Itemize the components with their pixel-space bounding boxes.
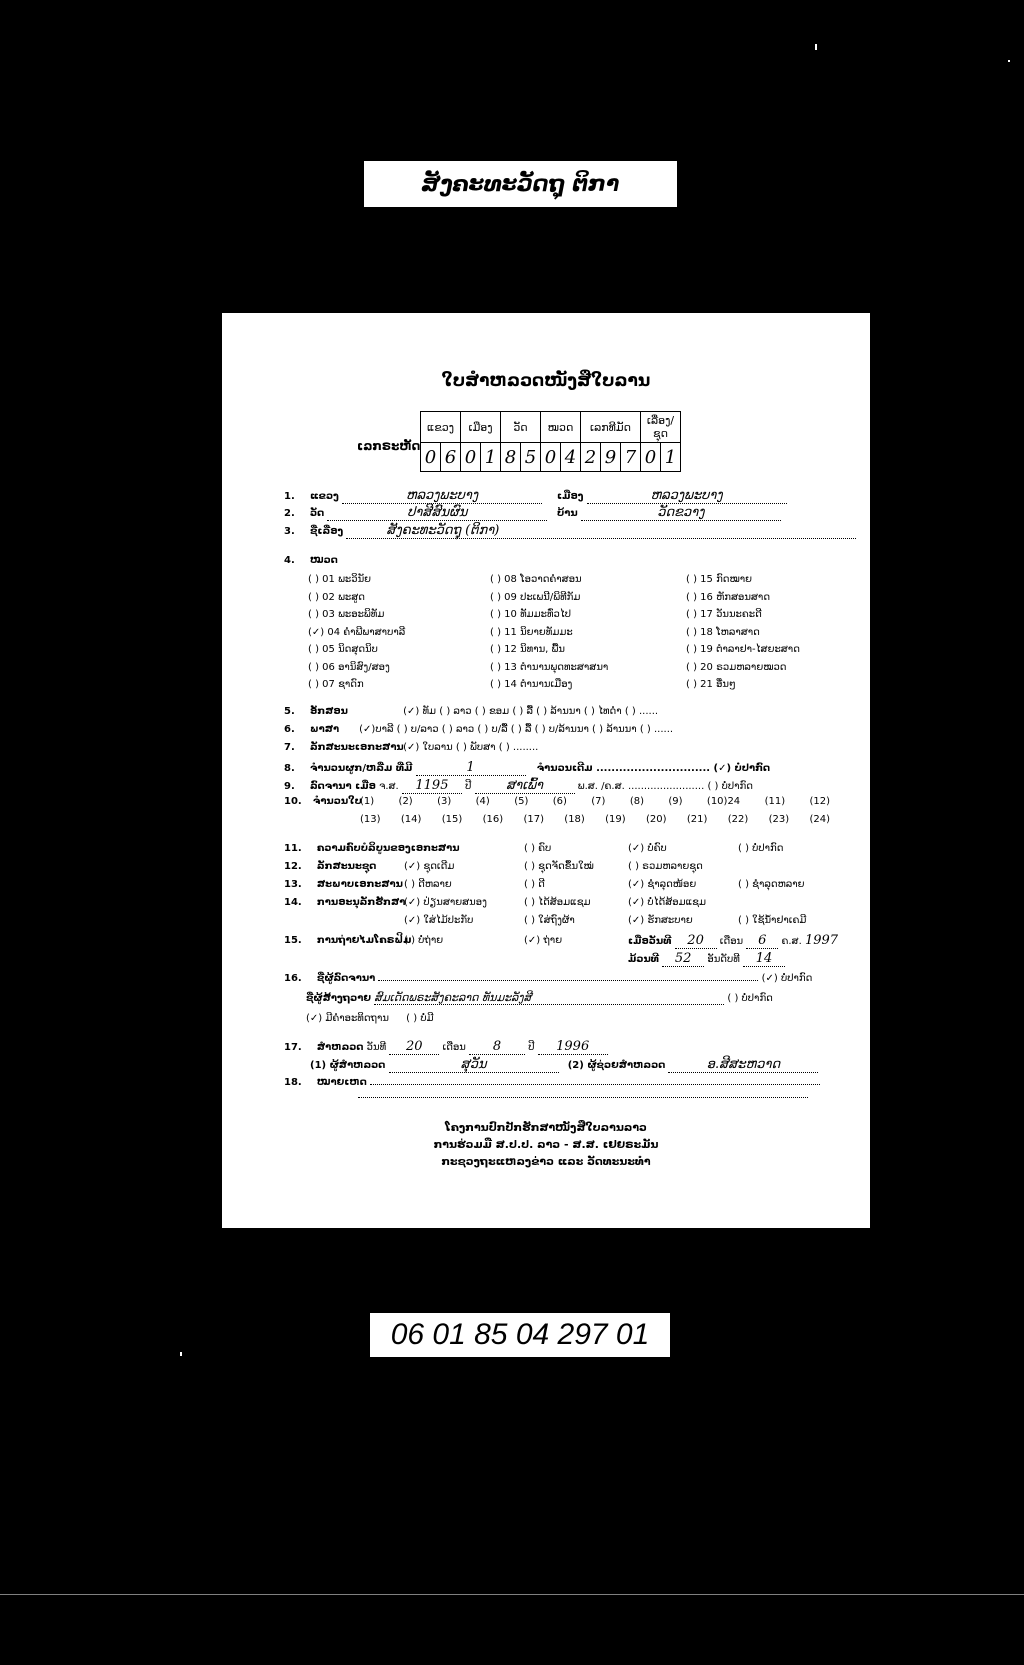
id-header-bundle-number: ເລກທີມັດ [581, 412, 641, 443]
field-label: ສຳຫລວດ [316, 1042, 364, 1053]
remarks-line [370, 1084, 820, 1085]
scan-speck [180, 1352, 182, 1356]
field-label: ພາສາ [309, 724, 340, 735]
field-category-row [284, 555, 338, 566]
conservation-option: ( ) ໄດ້ສ້ອມແຊມ [524, 897, 591, 908]
manuscript-title-value: ສັງຄະທະວັດຖຸ (ຕິກາ) [346, 523, 856, 539]
field-label: ຊື່ຜູ້ສ້າງຖວາຍ [306, 993, 372, 1004]
id-digit: 8 [501, 443, 521, 472]
field-number: 15. [284, 935, 302, 946]
donor-value: ສົມເດັດພຣະສັງຄະລາດ ທັນມະລັງສີ [374, 991, 724, 1005]
leaf-count-cell: (23) [768, 814, 790, 825]
category-option: ( ) 02 ພະສູດ [308, 591, 365, 603]
survey-year-value: 1996 [538, 1039, 608, 1055]
field-number: 3. [284, 526, 295, 537]
leaf-count-cell: (18) [564, 814, 585, 825]
bundle-count-value: 1 [416, 760, 526, 776]
category-option: ( ) 14 ຕຳນານເມືອງ [490, 679, 573, 690]
day-label: ວັນທີ [366, 1042, 387, 1053]
field-number: 12. [284, 861, 302, 872]
category-option: ( ) 18 ໂຫລາສາດ [686, 626, 760, 638]
id-digit: 1 [481, 443, 501, 472]
microfilm-year-value: 1997 [804, 933, 839, 948]
conservation-row [284, 897, 405, 908]
field-number: 14. [284, 897, 302, 908]
surveyor-row [310, 1057, 818, 1073]
id-digit: 0 [541, 443, 561, 472]
colophon-option: ( ) ບໍ່ມີ [406, 1013, 434, 1024]
surveyor-label: (1) ຜູ້ສຳຫລວດ [310, 1060, 386, 1071]
language-options: (✓)ບາລີ ( ) ບ/ລາວ ( ) ລາວ ( ) ບ/ລື້ ( ) ລື້ ( ) ບ/ລ້ານນາ ( ) ລ້ານນາ ( ) ...... [359, 724, 674, 735]
microfilm-option: (✓) ຖ່າຍ [524, 935, 563, 946]
field-number: 16. [284, 973, 302, 984]
category-option: ( ) 11 ນິຍາຍທັມມະ [490, 626, 573, 638]
bundle-original-count: ຈຳນວນເດີມ .............................. (✓) ບໍ່ປາກົດ [536, 763, 771, 774]
document-type-options: (✓) ໃບລານ ( ) ພັບສາ ( ) ........ [403, 742, 539, 753]
field-number: 6. [284, 724, 295, 735]
field-number: 8. [284, 763, 295, 774]
id-header-temple: ວັດ [501, 412, 541, 443]
footer-project-name: ໂຄງການປົກປັກຮັກສາໜັງສືໃບລານລາວ [445, 1121, 647, 1134]
survey-date-row [284, 1039, 608, 1055]
field-label: ຊື່ຜູ້ລົດຈານາ [316, 973, 376, 984]
set-type-option: ( ) ຣວມຫລາຍຊຸດ [628, 861, 703, 872]
field-label: ໝາຍເຫດ [316, 1077, 367, 1088]
category-option: ( ) 13 ຕຳນານພຸດທະສາສນາ [490, 661, 609, 673]
year-label: ປີ [528, 1042, 535, 1053]
year-label: ຄ.ສ. [781, 936, 802, 947]
field-label: ຈຳນວນໃບ [312, 796, 362, 807]
field-label: ວັດ [309, 508, 325, 519]
field-number: 1. [284, 491, 295, 502]
leaf-count-cell: (20) [646, 814, 667, 825]
category-option: ( ) 01 ພະວິນັຍ [308, 574, 372, 585]
year-label: ປີ [465, 781, 472, 792]
id-header-province: ແຂວງ [421, 412, 461, 443]
survey-form-sheet [222, 313, 870, 1228]
category-column-3 [686, 571, 800, 694]
leaf-count-cell: (1) [360, 796, 375, 807]
field-number: 5. [284, 706, 295, 717]
district-value: ຫລວງພະບາງ [587, 488, 787, 504]
field-district-row [557, 488, 787, 504]
id-header-category: ໝວດ [541, 412, 581, 443]
assistant-value: ອ.ສີສະຫວາດ [668, 1057, 818, 1073]
category-option: ( ) 05 ນິດສຸດນິບ [308, 644, 378, 655]
category-option: ( ) 21 ອື່ນໆ [686, 679, 736, 690]
category-column-2 [490, 571, 608, 694]
id-header-text-set: ເລື່ອງ/ຊຸດ [641, 412, 681, 443]
category-option: ( ) 03 ພະອະພິທັມ [308, 609, 385, 620]
field-number: 18. [284, 1077, 302, 1088]
assistant-label: (2) ຜູ້ຊ່ວຍສຳຫລວດ [567, 1060, 666, 1071]
surveyor-value: ສຸວັນ [389, 1057, 559, 1073]
field-number: 2. [284, 508, 295, 519]
field-title-row [284, 523, 856, 539]
leaf-count-cell: (17) [523, 814, 544, 825]
field-number: 13. [284, 879, 302, 890]
id-digit: 6 [441, 443, 461, 472]
id-digit: 4 [561, 443, 581, 472]
survey-month-value: 8 [469, 1039, 525, 1055]
category-option: ( ) 19 ຕຳລາຢາ-ໄສຍະສາດ [686, 644, 800, 655]
leaf-count-cell: (7) [591, 796, 606, 807]
category-option: ( ) 20 ຣວມຫລາຍໝວດ [686, 661, 787, 673]
microfilm-option: ( ) ບໍ່ຖ່າຍ [404, 935, 444, 946]
field-temple-row [284, 505, 547, 521]
leaf-count-grid-row-2 [360, 814, 830, 825]
donor-row [306, 991, 773, 1005]
leaf-count-cell: (10)24 [706, 796, 741, 807]
manuscript-title-label: ສັງຄະທະວັດຖຸ ຕິກາ [364, 161, 677, 207]
leaf-count-cell: (13) [360, 814, 381, 825]
condition-option: ( ) ດີຫລາຍ [404, 879, 452, 890]
scan-speck [815, 44, 817, 50]
leaf-count-cell: (21) [686, 814, 708, 825]
leaf-count-cell: (24) [809, 814, 830, 825]
roll-label: ມ້ວນທີ [628, 954, 659, 965]
id-header-district: ເມືອງ [461, 412, 501, 443]
era-label: ຈ.ສ. [379, 781, 399, 792]
colophon-row [306, 1013, 434, 1024]
field-label: ໝວດ [309, 555, 338, 566]
category-option: ( ) 16 ຫັກສອນສາດ [686, 591, 771, 603]
id-code-label: ເລກຣະຫັດ [357, 439, 421, 453]
id-digit: 0 [461, 443, 481, 472]
script-options: (✓) ທັມ ( ) ລາວ ( ) ຂອມ ( ) ລື້ ( ) ລ້ານນາ ( ) ໄທດຳ ( ) ...... [403, 706, 659, 717]
conservation-option: (✓) ໃສ່ໄມ້ປະກັບ [404, 915, 474, 926]
condition-row [284, 879, 403, 890]
footer-ministry: ກະຊວງຖະແຫລງຂ່າວ ແລະ ວັດທະນະທຳ [441, 1155, 651, 1168]
microfilm-day-value: 20 [675, 933, 717, 949]
leaf-count-cell: (8) [629, 796, 644, 807]
leaf-count-cell: (22) [727, 814, 749, 825]
temple-value: ປາສີສົນຜົນ [327, 505, 547, 521]
frame-label: ອັນດັບທີ [707, 954, 740, 965]
language-row [284, 724, 673, 735]
conservation-option: (✓) ບໍ່ໄດ້ສ້ອມແຊມ [628, 897, 707, 908]
scribe-unknown-option: (✓) ບໍ່ປາກົດ [761, 973, 813, 984]
manuscript-code-label: 06 01 85 04 297 01 [370, 1313, 670, 1357]
id-digit: 0 [641, 443, 661, 472]
microfilm-month-value: 6 [746, 933, 778, 949]
leaf-count-cell: (11) [764, 796, 786, 807]
province-value: ຫລວງພະບາງ [342, 488, 542, 504]
microfilm-row [284, 935, 411, 946]
colophon-option: (✓) ມີຄຳອະທິດຖານ [306, 1013, 389, 1024]
completeness-row [284, 843, 460, 854]
field-label: ການອະນຸລັກຮັກສາ [316, 897, 406, 908]
id-digit: 7 [621, 443, 641, 472]
leaf-count-cell: (12) [809, 796, 830, 807]
scribe-row [284, 973, 812, 984]
field-label: ສະພາບເອກະສານ [316, 879, 403, 890]
donor-unknown-option: ( ) ບໍ່ປາກົດ [727, 993, 773, 1004]
field-label: ລັກສະນະຊຸດ [316, 861, 377, 872]
id-digit: 0 [421, 443, 441, 472]
microfilm-date [628, 933, 838, 949]
village-value: ວັດຂວາງ [581, 505, 781, 521]
category-option: ( ) 10 ທັມມະທົ່ວໄປ [490, 609, 572, 620]
field-label: ຈຳນວນຜູກ/ຫລື່ມ ທີ່ມີ [309, 763, 413, 774]
footer-cooperation: ການຮ່ວມມື ສ.ປ.ປ. ລາວ - ສ.ສ. ເຢຍຣະມັນ [433, 1138, 659, 1151]
field-label: ການຖ່າຍໄມໂຄຣຟິມ [316, 935, 412, 946]
leaf-count-cell: (14) [400, 814, 422, 825]
leaf-count-cell: (9) [668, 796, 683, 807]
conservation-option: ( ) ໃສ່ຖົງຜ້າ [524, 915, 575, 926]
leaf-count-cell: (15) [441, 814, 463, 825]
field-label: ບ້ານ [557, 508, 578, 519]
leaf-count-cell: (3) [437, 796, 452, 807]
id-digit: 2 [581, 443, 601, 472]
document-type-row [284, 742, 538, 753]
field-label: ຊື່ເລື່ອງ [309, 526, 344, 537]
category-option: ( ) 15 ກົດໝາຍ [686, 574, 753, 585]
category-option: ( ) 09 ປະເພນີ/ພິທີກັມ [490, 591, 581, 603]
field-number: 10. [284, 796, 302, 807]
id-code-grid [420, 411, 681, 472]
field-number: 11. [284, 843, 302, 854]
scribe-value-line [378, 980, 758, 981]
conservation-option: ( ) ໃຊ້ນ້ຳຢາເຄມີ [738, 915, 807, 926]
conservation-option: (✓) ປ່ຽນສາຍສນອງ [404, 897, 487, 908]
completeness-option: ( ) ຄົບ [524, 843, 552, 854]
category-option: ( ) 06 ອານິສົງ/ສອງ [308, 661, 390, 673]
category-option: ( ) 17 ວັນນະຄະດີ [686, 609, 762, 620]
field-number: 9. [284, 781, 295, 792]
inscription-year-name: ສາເພົ້າ [475, 778, 575, 794]
remarks-row [284, 1077, 820, 1088]
id-digit: 1 [661, 443, 681, 472]
leaf-count-cell: (6) [552, 796, 567, 807]
form-title: ໃບສຳຫລວດໜັງສືໃບລານ [441, 371, 651, 391]
scan-edge-line [0, 1594, 1024, 1595]
field-number: 17. [284, 1042, 302, 1053]
month-label: ເດືອນ [442, 1042, 466, 1053]
script-row [284, 706, 658, 717]
category-option: ( ) 08 ໂອວາດຄຳສອນ [490, 574, 582, 585]
leaf-count-cell: (5) [514, 796, 529, 807]
completeness-option: ( ) ບໍ່ປາກົດ [738, 843, 784, 854]
set-type-option: ( ) ຊຸດຈັດຂຶ້ນໃໝ່ [524, 861, 594, 872]
field-label: ແຂວງ [309, 491, 339, 502]
survey-day-value: 20 [389, 1039, 439, 1055]
microfilm-roll-value: 52 [662, 951, 704, 967]
microfilm-roll [628, 951, 785, 967]
inscription-year-value: 1195 [402, 778, 462, 794]
conservation-option: (✓) ຮັກສະບາຍ [628, 915, 693, 926]
id-digit: 5 [521, 443, 541, 472]
field-village-row [557, 505, 781, 521]
field-label: ລັກສະນະເອກະສານ [309, 742, 404, 753]
leaf-count-row [284, 796, 362, 807]
set-type-row [284, 861, 376, 872]
bundle-count-row [284, 760, 770, 776]
leaf-count-cell: (4) [475, 796, 490, 807]
microfilm-frame-value: 14 [743, 951, 785, 967]
category-option: ( ) 12 ນິທານ, ພື້ນ [490, 644, 565, 655]
category-column-1 [308, 571, 405, 694]
completeness-option: (✓) ບໍ່ຄົບ [628, 843, 667, 854]
condition-option: (✓) ຊຳລຸດໜ້ອຍ [628, 879, 697, 890]
field-number: 7. [284, 742, 295, 753]
leaf-count-grid-row-1 [360, 796, 830, 807]
field-label: ລົດຈານາ ເມື່ອ [309, 781, 376, 792]
remarks-line-2 [358, 1097, 808, 1098]
field-number: 4. [284, 555, 295, 566]
id-digit: 9 [601, 443, 621, 472]
month-label: ເດືອນ [719, 936, 744, 947]
inscription-date-other: ພ.ສ. /ຄ.ສ. ........................ ( ) ບໍ່ປາກົດ [577, 781, 753, 792]
condition-option: ( ) ດີ [524, 879, 545, 890]
condition-option: ( ) ຊຳລຸດຫລາຍ [738, 879, 805, 890]
leaf-count-cell: (16) [482, 814, 504, 825]
field-province-row [284, 488, 542, 504]
field-label: ເມືອງ [557, 491, 584, 502]
field-label: ຄວາມຄົບບໍລິບູນຂອງເອກະສານ [316, 843, 460, 854]
field-label: ອັກສອນ [309, 706, 348, 717]
category-option: ( ) 07 ຊາດົກ [308, 679, 364, 690]
leaf-count-cell: (2) [398, 796, 413, 807]
category-option: (✓) 04 ຄຳພີພາສາບາລີ [308, 626, 406, 638]
scan-speck [1008, 60, 1010, 62]
date-label: ເມື່ອວັນທີ [628, 936, 672, 947]
set-type-option: (✓) ຊຸດເດີມ [404, 861, 455, 872]
inscription-date-row [284, 778, 753, 794]
leaf-count-cell: (19) [605, 814, 626, 825]
